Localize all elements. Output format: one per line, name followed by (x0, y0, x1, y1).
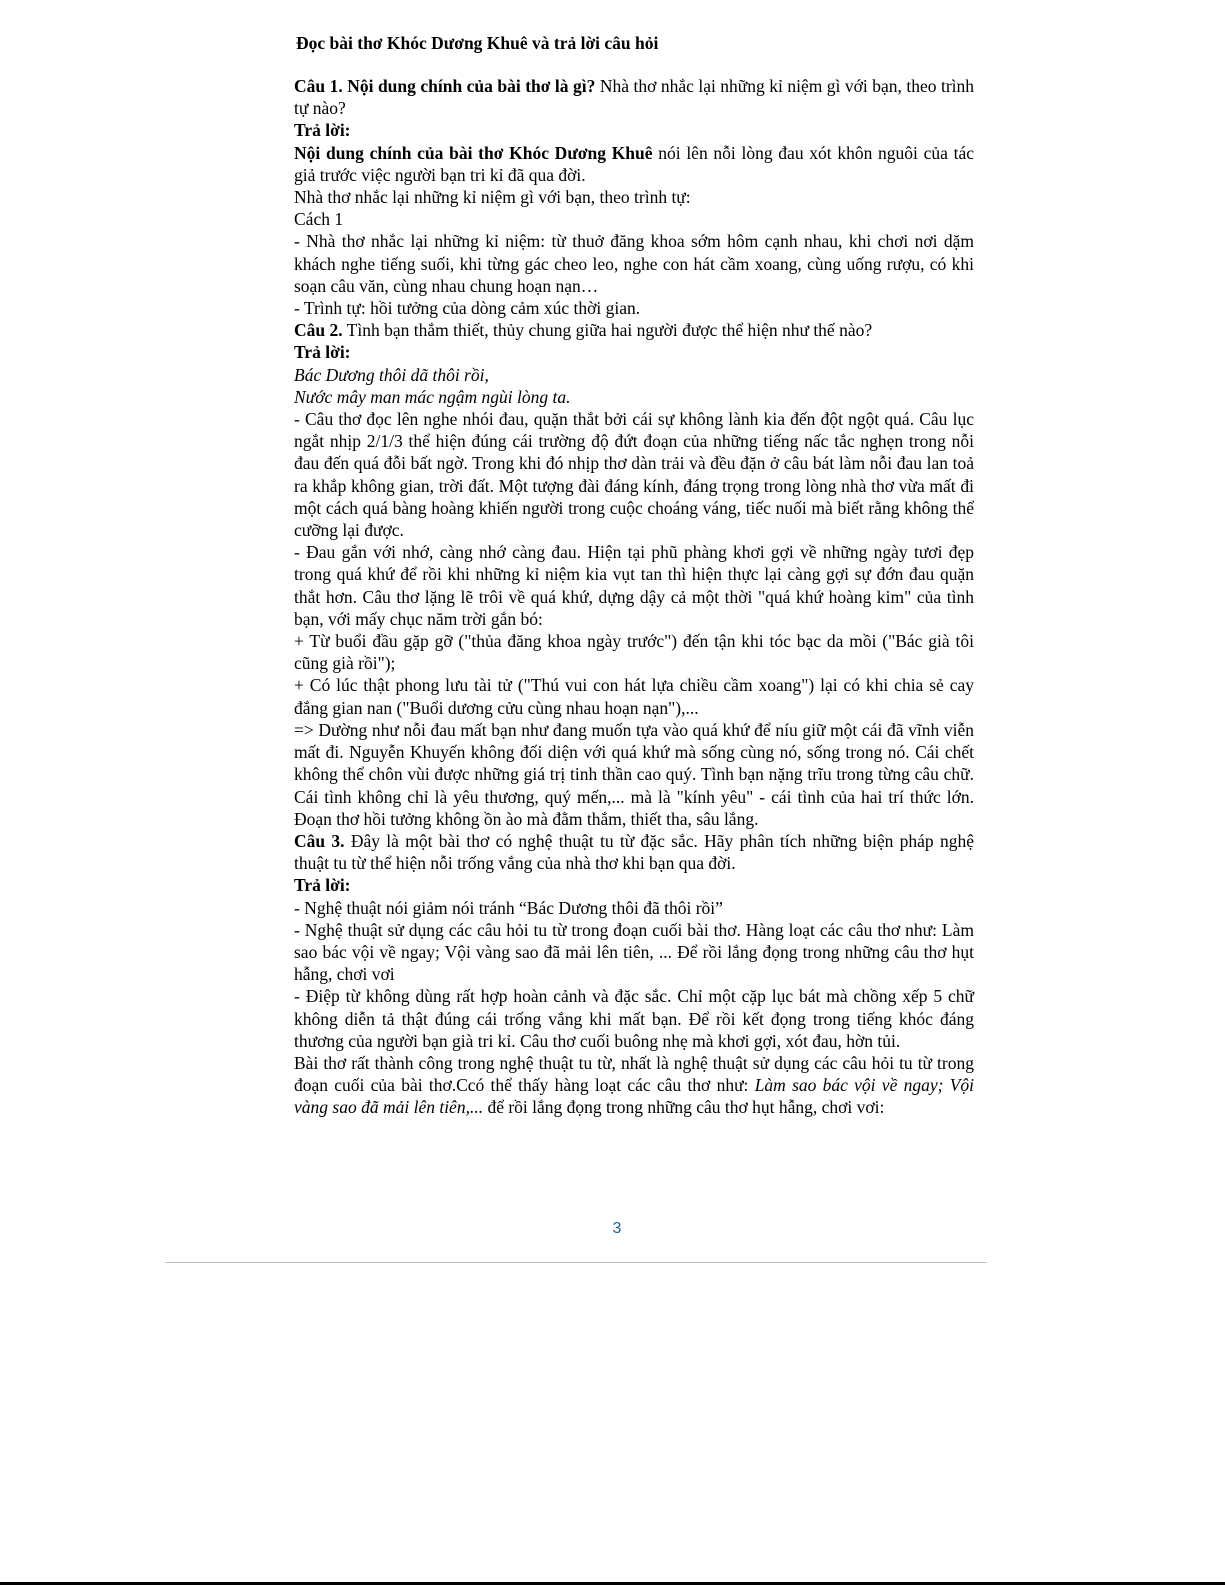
page-number: 3 (612, 1220, 622, 1237)
question-1-bold-text: Nội dung chính của bài thơ là gì? (347, 76, 596, 96)
answer-3-paragraph-1: - Nghệ thuật nói giảm nói tránh “Bác Dương thôi đã thôi rồi” (294, 897, 723, 918)
answer-1-paragraph-5: - Trình tự: hồi tưởng của dòng cảm xúc thời gian. (294, 298, 641, 319)
question-3-text: Đây là một bài thơ có nghệ thuật tu từ đặc sắc. Hãy phân tích những biện pháp nghệ thuật tu từ thể hiện nỗi trống vắng của nhà thơ khi bạn qua đời. (294, 830, 974, 874)
document-body (294, 75, 974, 1119)
answer-2-paragraph-4: + Có lúc thật phong lưu tài tử ("Thú vui con hát lựa chiều cầm xoang") lại có khi chia sẻ cay đắng gian nan ("Buổi dương cửu cùng nhau hoạn nạn"),... (294, 675, 974, 718)
question-2 (294, 319, 974, 341)
answer-3-paragraph-4 (294, 1052, 974, 1119)
question-1-label: Câu 1. (294, 76, 343, 96)
footer-divider (165, 1262, 987, 1263)
answer-1-paragraph-3: Cách 1 (294, 209, 344, 230)
answer-1-paragraph-4: - Nhà thơ nhắc lại những kỉ niệm: từ thuở đăng khoa sớm hôm cạnh nhau, khi chơi nơi dặm khách nghe tiếng suối, khi từng gác cheo leo, nghe con hát cầm xoang, cùng uống rượu, có khi soạn câu văn, cùng nhau chung hoạn nạn… (294, 231, 974, 296)
answer-1-paragraph-2: Nhà thơ nhắc lại những kỉ niệm gì với bạn, theo trình tự: (294, 187, 691, 208)
answer-3-italic-quote: Làm sao bác vội về ngay; Vội vàng sao đã mải lên tiên,... (294, 1075, 975, 1118)
answer-3-label: Trả lời: (294, 875, 351, 896)
question-3 (294, 830, 974, 874)
answer-3-text-end: để rồi lắng đọng trong những câu thơ hụt hẫng, chơi vơi: (483, 1097, 885, 1118)
answer-2-paragraph-5: => Dường như nỗi đau mất bạn như đang muốn tựa vào quá khứ để níu giữ một cái đã vĩnh viễn mất đi. Nguyễn Khuyến không đối diện với quá khứ mà sống cùng nó, sống trong nó. Cái chết không thể chôn vùi được những giá trị tinh thần cao quý. Tình bạn nặng trĩu trong từng câu chữ. Cái tình không chỉ là yêu thương, quý mến,... mà là "kính yêu" - cái tình của hai trí thức lớn. Đoạn thơ hồi tưởng không ồn ào mà đằm thắm, thiết tha, sâu lắng. (294, 719, 974, 829)
answer-2-paragraph-1: - Câu thơ đọc lên nghe nhói đau, quặn thắt bởi cái sự không lành kia đến đột ngột quá. Câu lục ngắt nhịp 2/1/3 thể hiện đúng cái trường độ đứt đoạn của những tiếng nấc tắc nghẹn trong nỗi đau đến quá đỗi bất ngờ. Trong khi đó nhịp thơ dàn trải và đều đặn ở câu bát làm nỗi đau lan toả ra khắp không gian, trời đất. Một tượng đài đáng kính, đáng trọng trong lòng nhà thơ vừa mất đi một cách quá bàng hoàng khiến người trong cuộc choáng váng, tiếc nuối mà biết rằng không thể cưỡng lại được. (294, 409, 974, 541)
answer-2-paragraph-2: - Đau gắn với nhớ, càng nhớ càng đau. Hiện tại phũ phàng khơi gợi về những ngày tươi đẹp trong quá khứ để rồi khi những kỉ niệm kia vụt tan thì hiện thực lại càng gợi sự đớn đau quặn thắt hơn. Câu thơ lặng lẽ trôi về quá khứ, dựng dậy cả một thời "quá khứ hoàng kim" của tình bạn, với mấy chục năm trời gắn bó: (294, 542, 974, 629)
answer-3-paragraph-2: - Nghệ thuật sử dụng các câu hỏi tu từ trong đoạn cuối bài thơ. Hàng loạt các câu thơ như: Làm sao bác vội về ngay; Vội vàng sao đã mải lên tiên, ... Để rồi lắng đọng trong những câu thơ hụt hẫng, chơi vơi (294, 919, 974, 985)
page-title: Đọc bài thơ Khóc Dương Khuê và trả lời câu hỏi (296, 33, 659, 53)
answer-2-verse-2: Nước mây man mác ngậm ngùi lòng ta. (294, 386, 571, 407)
question-2-label: Câu 2. (294, 320, 343, 341)
answer-1-label: Trả lời: (294, 120, 351, 141)
question-1-text: Nhà thơ nhắc lại những kỉ niệm gì với bạn, theo trình tự nào? (294, 76, 975, 119)
answer-1-paragraph-1 (294, 142, 974, 186)
question-2-text: Tình bạn thắm thiết, thủy chung giữa hai người được thể hiện như thế nào? (342, 320, 873, 341)
answer-2-label: Trả lời: (294, 342, 351, 363)
question-1 (294, 75, 974, 119)
question-3-label: Câu 3. (294, 830, 345, 851)
answer-1-text: nói lên nỗi lòng đau xót khôn nguôi của tác giả trước việc người bạn tri kỉ đã qua đời. (294, 142, 975, 185)
answer-1-bold-lead: Nội dung chính của bài thơ Khóc Dương Khuê (294, 142, 653, 163)
answer-3-paragraph-3: - Điệp từ không dùng rất hợp hoàn cảnh và đặc sắc. Chỉ một cặp lục bát mà chồng xếp 5 chữ không diễn tả thật đúng cái trống vắng khi mất bạn. Để rồi kết đọng trong tiếng khóc đáng thương của người bạn già tri kỉ. Câu thơ cuối buông nhẹ mà khơi gợi, xót đau, hờn tủi. (294, 986, 974, 1051)
answer-3-text-start: Bài thơ rất thành công trong nghệ thuật tu từ, nhất là nghệ thuật sử dụng các câu hỏi tu từ trong đoạn cuối của bài thơ.Ccó thể thấy hàng loạt các câu thơ như: (294, 1052, 974, 1096)
answer-2-paragraph-3: + Từ buổi đầu gặp gỡ ("thủa đăng khoa ngày trước") đến tận khi tóc bạc da mồi ("Bác già tôi cũng già rồi"); (294, 631, 974, 674)
answer-2-verse-1: Bác Dương thôi dã thôi rồi, (294, 364, 489, 385)
